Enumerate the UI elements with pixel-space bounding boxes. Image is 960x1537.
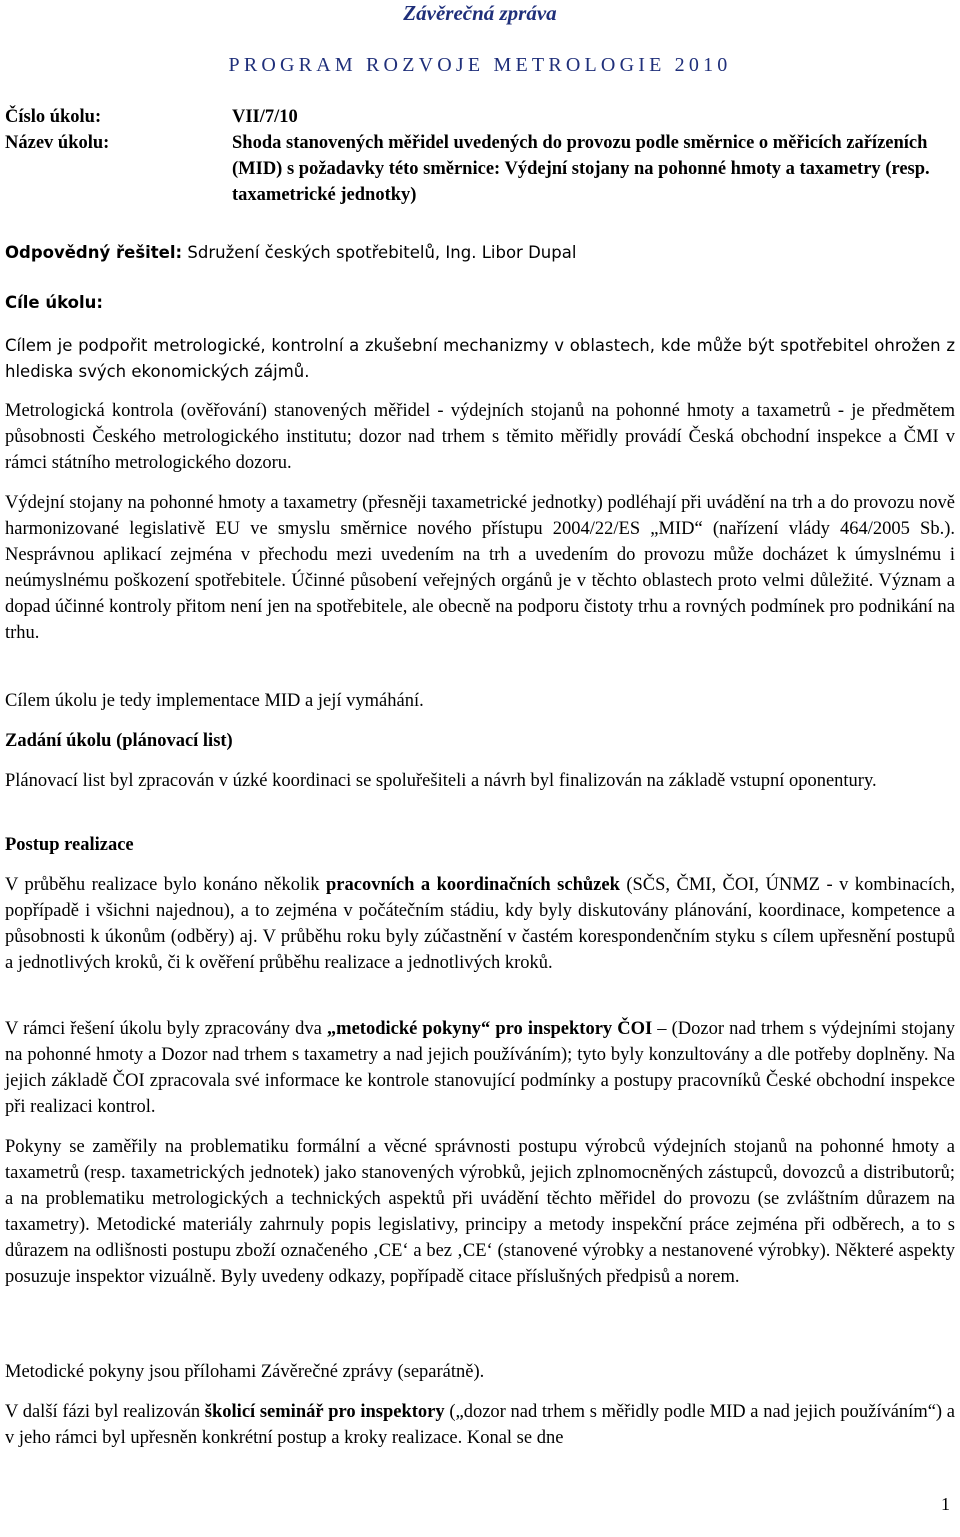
postup-paragraph-1 [5,872,955,976]
cile-text: Cílem je podpořit metrologické, kontrolní a zkušební mechanizmy v oblastech, kde může být spotřebitel ohrožen z hlediska svých ekonomických zájmů. [5,336,955,381]
postup-paragraph-5 [5,1399,955,1451]
resitel-value: Sdružení českých spotřebitelů, Ing. Libor Dupal [187,243,577,262]
zadani-text: Plánovací list byl zpracován v úzké koordinaci se spoluřešiteli a návrh byl finalizován na základě vstupní oponentury. [5,771,877,791]
document-page [5,0,955,1537]
postup-p5-text-c: („dozor nad trhem s měřidly podle MID a nad jejich používáním“) a v jeho rámci byl upřesněn konkrétní postup a kroky realizace. Konal se dne [5,1402,955,1448]
nazev-label: Název úkolu: [5,133,110,153]
paragraph-1: Metrologická kontrola (ověřování) stanovených měřidel - výdejních stojanů na pohonné hmoty a taxametrů - je předmětem působnosti Českého metrologického institutu; dozor nad trhem s těmito měřidly provádí Česká obchodní inspekce a ČMI v rámci státního metrologického dozoru. [5,401,955,473]
postup-p2-bold: „metodické pokyny“ pro inspektory ČOI [326,1019,653,1039]
resitel-row [5,240,955,266]
postup-p5-text-a: V další fázi byl realizován [5,1402,205,1422]
postup-p1-bold: pracovních a koordinačních schůzek [326,875,620,895]
postup-p2-text-a: V rámci řešení úkolu byly zpracovány dva [5,1019,327,1039]
document-title: Závěrečná zpráva [403,1,557,25]
postup-paragraph-3: Pokyny se zaměřily na problematiku formální a věcné správnosti postupu výrobců výdejních stojanů na pohonné hmoty a taxametrů (resp. taxametrických jednotek) jako stanovených výrobků, jejich zplnomocněných zástupců, dovozců a distributorů; a na problematiku metrologických a technických aspektů při uvádění těchto měřidel do provozu (se zvláštním důrazem na taxametry). Metodické materiály zahrnuly popis legislativy, principy a metody inspekční práce zejména při odběrech, a to s důrazem na odlišnosti postupu zboží označeného ‚CE‘ a bez ‚CE‘ (stanovené výrobky a nestanovené výrobky). Některé aspekty posuzuje inspektor vizuálně. Byly uvedeny odkazy, popřípadě citace příslušných předpisů a norem. [5,1137,955,1287]
zadani-heading: Zadání úkolu (plánovací list) [5,731,233,751]
resitel-label: Odpovědný řešitel: [5,243,183,262]
cislo-value: VII/7/10 [232,107,298,127]
cislo-label: Číslo úkolu: [5,107,102,127]
postup-p5-bold: školicí seminář pro inspektory [204,1402,445,1422]
cile-heading: Cíle úkolu: [5,293,103,312]
postup-heading: Postup realizace [5,835,134,855]
postup-paragraph-2 [5,1016,955,1120]
paragraph-3: Cílem úkolu je tedy implementace MID a její vymáhání. [5,691,424,711]
nazev-value: Shoda stanovených měřidel uvedených do provozu podle směrnice o měřicích zařízeních (MID) s požadavky této směrnice: Výdejní stojany na pohonné hmoty a taxametry (resp. taxametrické jednotky) [232,133,930,205]
paragraph-2: Výdejní stojany na pohonné hmoty a taxametry (přesněji taxametrické jednotky) podléhají při uvádění na trh a do provozu nově harmonizované legislativě EU ve smyslu směrnice nového přístupu 2004/22/ES „MID“ (nařízení vlády 464/2005 Sb.). Nesprávnou aplikací zejména v přechodu mezi uvedením na trh a uvedením do provozu může docházet k úmyslnému i neúmyslnému poškození spotřebitele. Účinné působení veřejných orgánů je v těchto oblastech proto velmi důležité. Význam a dopad účinné kontroly přitom není jen na spotřebitele, ale obecně na podporu čistoty trhu a rovných podmínek pro podnikání na trhu. [5,493,955,643]
postup-p1-text-a: V průběhu realizace bylo konáno několik [5,875,327,895]
postup-paragraph-4: Metodické pokyny jsou přílohami Závěrečné zprávy (separátně). [5,1362,485,1382]
document-subtitle: PROGRAM ROZVOJE METROLOGIE 2010 [228,54,732,76]
page-number: 1 [941,1494,950,1514]
postup-p1-text-c: (SČS, ČMI, ČOI, ÚNMZ - v kombinacích, popřípadě i všichni najednou), a to zejména v počátečním stádiu, kdy byly diskutovány plánování, koordinace, kompetence a působnosti k úkonům (odběry) aj. V průběhu roku byly zúčastnění v častém korespondenčním styku s cílem upřesnění postupů a jednotlivých kroků, či k ověření průběhu realizace a jednotlivých kroků. [5,875,955,973]
postup-p2-text-c: – (Dozor nad trhem s výdejními stojany na pohonné hmoty a Dozor nad trhem s taxametry a nad jejich používáním); tyto byly konzultovány a dle potřeby doplněny. Na jejich základě ČOI zpracovala své informace ke kontrole stanovující podmínky a postupy pracovníků České obchodní inspekce při realizaci kontrol. [5,1019,955,1117]
